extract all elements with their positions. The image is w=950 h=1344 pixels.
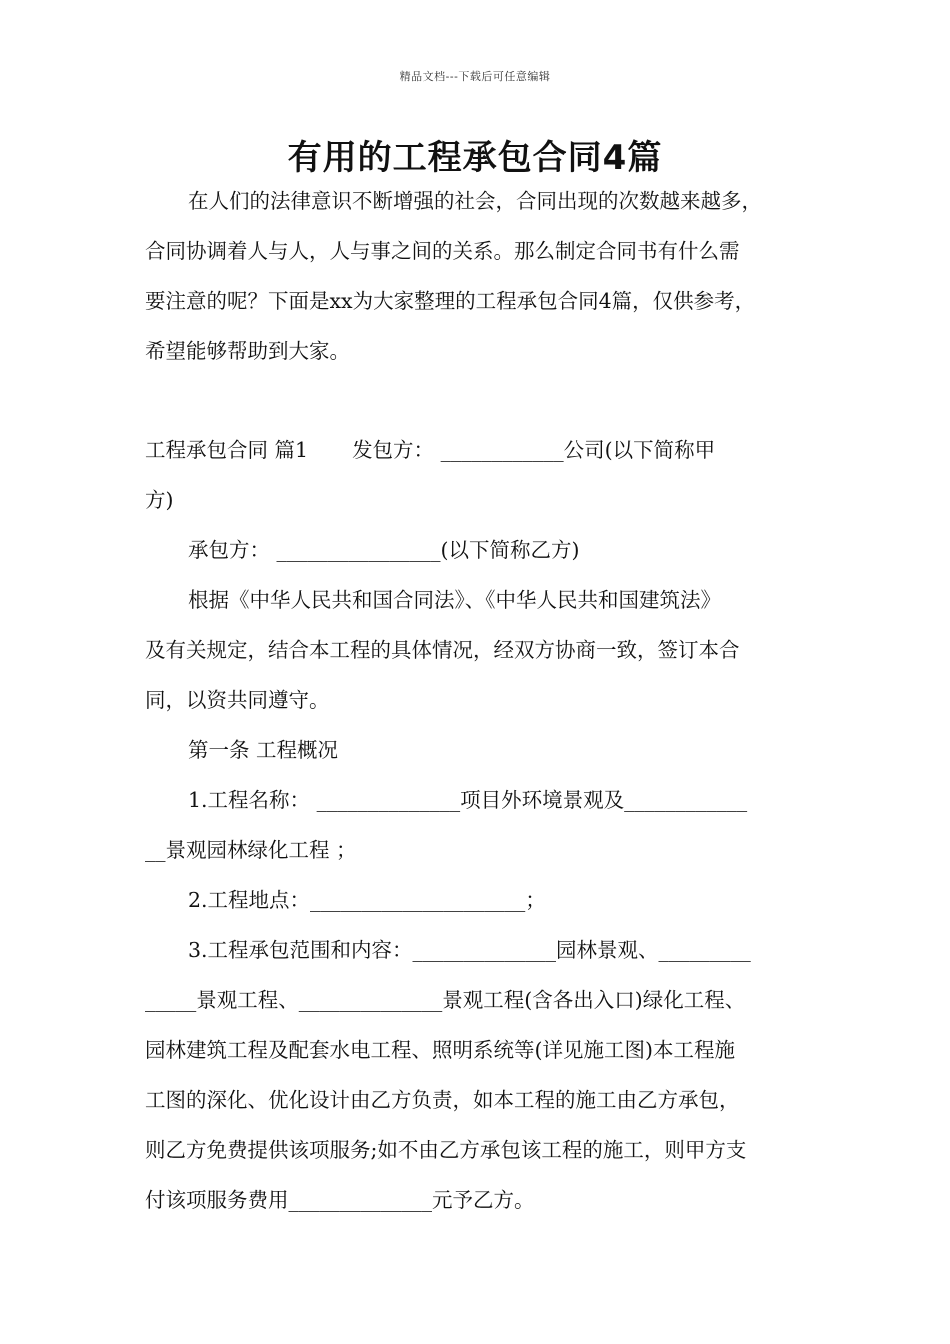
item-line: __景观园林绿化工程 ；: [145, 838, 357, 862]
article-title: 第一条 工程概况: [188, 738, 339, 762]
item-line: 2.工程地点：_____________________；: [188, 888, 546, 912]
contract-heading: 工程承包合同 篇1: [145, 438, 309, 462]
item-line: 园林建筑工程及配套水电工程、照明系统等(详见施工图)本工程施: [145, 1038, 735, 1062]
item-line: 则乙方免费提供该项服务;如不由乙方承包该工程的施工，则甲方支: [145, 1138, 747, 1162]
item-line: _____景观工程、______________景观工程(含各出入口)绿化工程、: [145, 988, 746, 1012]
basis-line: 及有关规定，结合本工程的具体情况，经双方协商一致，签订本合: [145, 638, 740, 662]
document-title: 有用的工程承包合同4篇: [287, 138, 663, 178]
party-a-continuation: 方): [145, 488, 174, 512]
intro-line: 在人们的法律意识不断增强的社会，合同出现的次数越来越多，: [188, 189, 762, 213]
intro-paragraph: [145, 176, 810, 376]
intro-line: 希望能够帮助到大家。: [145, 339, 350, 363]
contract-heading-line: [145, 425, 810, 475]
header-note: 精品文档---下载后可任意编辑: [399, 70, 551, 83]
party-a-line: 发包方： ____________公司(以下简称甲: [352, 438, 716, 462]
party-b-line: 承包方： ________________(以下简称乙方): [188, 538, 580, 562]
item-line: 工图的深化、优化设计由乙方负责，如本工程的施工由乙方承包，: [145, 1088, 740, 1112]
contract-section: [145, 425, 810, 1225]
intro-line: 合同协调着人与人，人与事之间的关系。那么制定合同书有什么需: [145, 239, 740, 263]
basis-line: 根据《中华人民共和国合同法》、《中华人民共和国建筑法》: [188, 588, 721, 612]
item-line: 1.工程名称： ______________项目外环境景观及____________: [188, 788, 748, 812]
item-line: 3.工程承包范围和内容：______________园林景观、_________: [188, 938, 751, 962]
intro-line: 要注意的呢？下面是xx为大家整理的工程承包合同4篇，仅供参考，: [145, 289, 756, 313]
item-line: 付该项服务费用______________元予乙方。: [145, 1188, 535, 1212]
basis-line: 同，以资共同遵守。: [145, 688, 330, 712]
